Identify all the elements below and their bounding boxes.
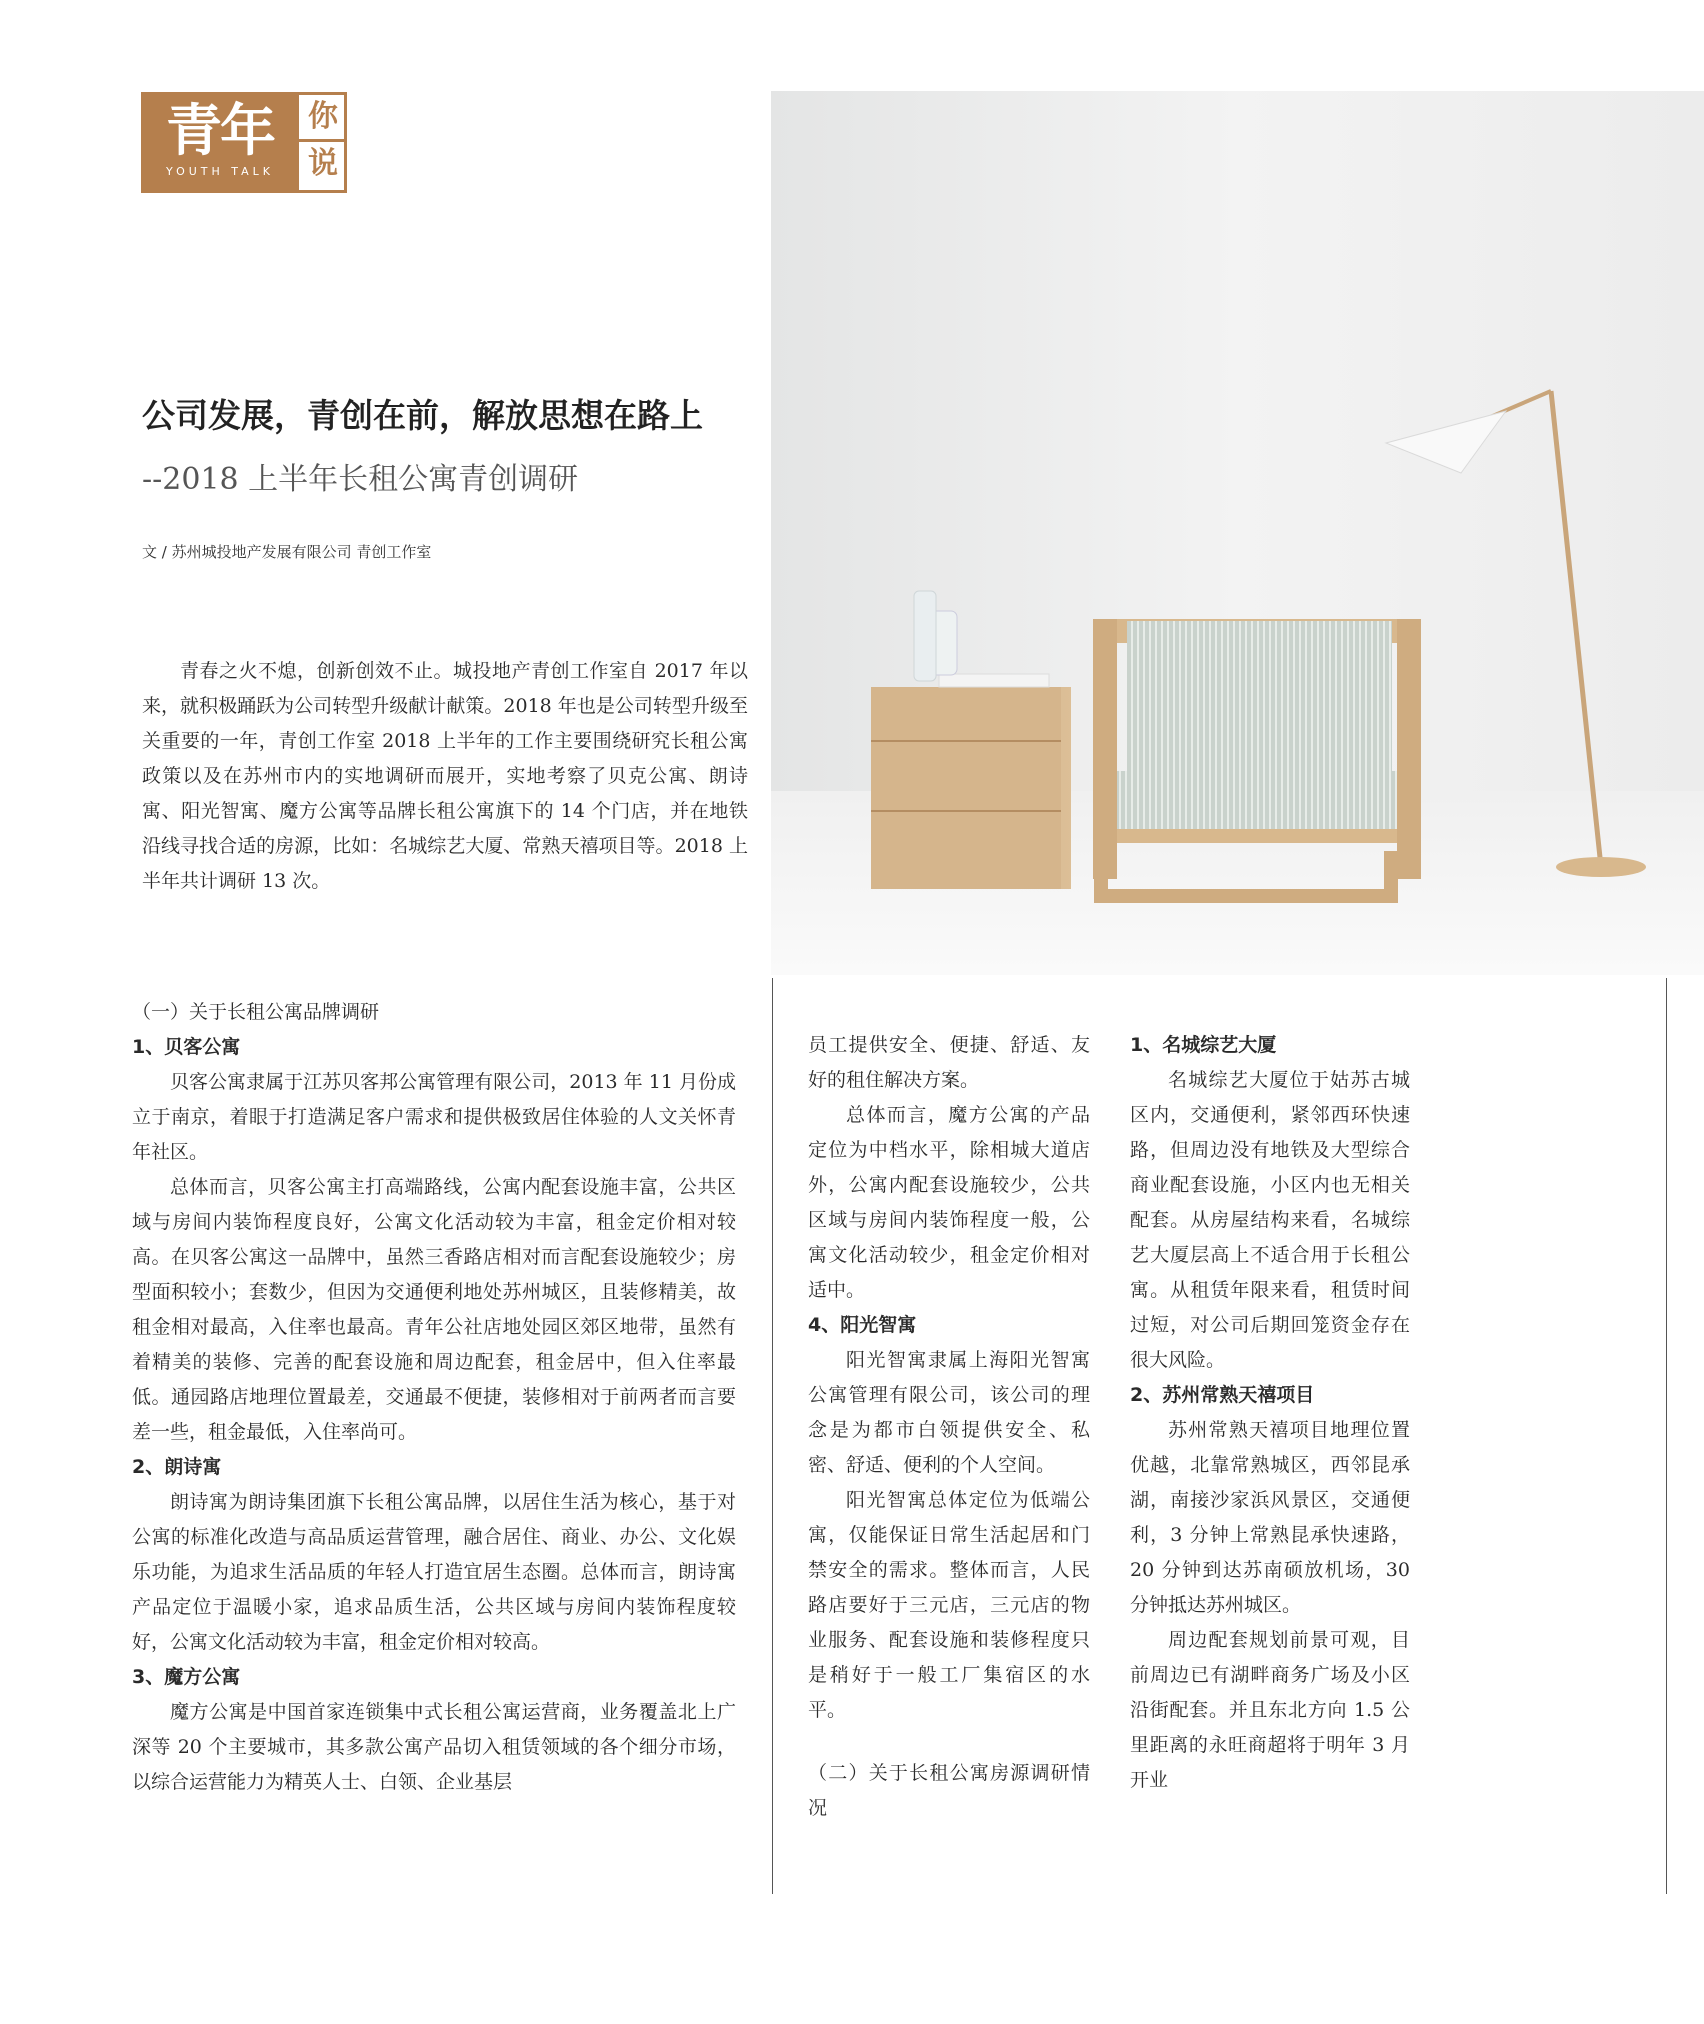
column-2 <box>808 1028 1090 1826</box>
logo-main-block <box>144 95 296 190</box>
article-title: 公司发展，青创在前，解放思想在路上 <box>142 396 703 435</box>
right-edge-rule <box>1666 978 1667 1894</box>
paragraph: 阳光智寓总体定位为低端公寓，仅能保证日常生活起居和门禁安全的需求。整体而言，人民路店要好于三元店，三元店的物业服务、配套设施和装修程度只是稍好于一般工厂集宿区的水平。 <box>808 1489 1090 1721</box>
paragraph: 苏州常熟天禧项目地理位置优越，北靠常熟城区，西邻昆承湖，南接沙家浜风景区，交通便利，3 分钟上常熟昆承快速路，20 分钟到达苏南硕放机场，30 分钟抵达苏州城区。 <box>1130 1419 1410 1616</box>
heading-langshi: 2、朗诗寓 <box>132 1456 222 1478</box>
intro-paragraph: 青春之火不熄，创新创效不止。城投地产青创工作室自 2017 年以来，就积极踊跃为公司转型升级献计献策。2018 年也是公司转型升级至关重要的一年，青创工作室 2018 上半年的工作主要围绕研究长租公寓政策以及在苏州市内的实地调研而展开，实地考察了贝克公寓、朗诗寓、阳光智寓、魔方公寓等品牌长租公寓旗下的 14 个门店，并在地铁沿线寻找合适的房源，比如：名城综艺大厦、常熟天禧项目等。2018 上半年共计调研 13 次。 <box>142 660 748 892</box>
paragraph: 贝客公寓隶属于江苏贝客邦公寓管理有限公司，2013 年 11 月份成立于南京，着眼于打造满足客户需求和提供极致居住体验的人文关怀青年社区。 <box>132 1071 736 1163</box>
paragraph: 周边配套规划前景可观，目前周边已有湖畔商务广场及小区沿街配套。并且东北方向 1.5 公里距离的永旺商超将于明年 3 月开业 <box>1130 1629 1410 1791</box>
paragraph: 总体而言，魔方公寓的产品定位为中档水平，除相城大道店外，公寓内配套设施较少，公共区域与房间内装饰程度一般，公寓文化活动较少，租金定价相对适中。 <box>808 1104 1090 1301</box>
logo-side-block <box>296 95 347 190</box>
logo-sub-text: YOUTH TALK <box>165 165 275 178</box>
logo-side-top: 你 <box>308 99 338 134</box>
paragraph: 名城综艺大厦位于姑苏古城区内，交通便利，紧邻西环快速路，但周边没有地铁及大型综合商业配套设施，小区内也无相关配套。从房屋结构来看，名城综艺大厦层高上不适合用于长租公寓。从租赁年限来看，租赁时间过短，对公司后期回笼资金存在很大风险。 <box>1130 1069 1410 1371</box>
heading-mingcheng: 1、名城综艺大厦 <box>1130 1034 1277 1056</box>
paragraph: 魔方公寓是中国首家连锁集中式长租公寓运营商，业务覆盖北上广深等 20 个主要城市，其多款公寓产品切入租赁领域的各个细分市场，以综合运营能力为精英人士、白领、企业基层 <box>132 1701 736 1793</box>
heading-yangguang: 4、阳光智寓 <box>808 1314 917 1336</box>
paragraph: 阳光智寓隶属上海阳光智寓公寓管理有限公司，该公司的理念是为都市白领提供安全、私密、舒适、便利的个人空间。 <box>808 1349 1090 1476</box>
column-3 <box>1130 1028 1410 1798</box>
logo-main-text: 青年 <box>166 99 274 164</box>
heading-mofang: 3、魔方公寓 <box>132 1666 241 1688</box>
article-byline: 文 / 苏州城投地产发展有限公司 青创工作室 <box>142 543 432 561</box>
furniture-photo <box>771 91 1704 975</box>
paragraph-continued: 员工提供安全、便捷、舒适、友好的租住解决方案。 <box>808 1034 1090 1091</box>
heading-changshu: 2、苏州常熟天禧项目 <box>1130 1384 1315 1406</box>
section-heading-2: （二）关于长租公寓房源调研情况 <box>808 1762 1090 1819</box>
intro-block <box>142 654 748 899</box>
heading-beike: 1、贝客公寓 <box>132 1036 241 1058</box>
article-subtitle: --2018 上半年长租公寓青创调研 <box>142 462 579 497</box>
paragraph: 总体而言，贝客公寓主打高端路线，公寓内配套设施丰富，公共区域与房间内装饰程度良好，公寓文化活动较为丰富，租金定价相对较高。在贝客公寓这一品牌中，虽然三香路店相对而言配套设施较少；房型面积较小；套数少，但因为交通便利地处苏州城区，且装修精美，故租金相对最高，入住率也最高。青年公社店地处园区郊区地带，虽然有着精美的装修、完善的配套设施和周边配套，租金居中，但入住率最低。通园路店地理位置最差，交通最不便捷，装修相对于前两者而言要差一些，租金最低，入住率尚可。 <box>132 1176 736 1443</box>
paragraph: 朗诗寓为朗诗集团旗下长租公寓品牌，以居住生活为核心，基于对公寓的标准化改造与高品质运营管理，融合居住、商业、办公、文化娱乐功能，为追求生活品质的年轻人打造宜居生态圈。总体而言，朗诗寓产品定位于温暖小家，追求品质生活，公共区域与房间内装饰程度较好，公寓文化活动较为丰富，租金定价相对较高。 <box>132 1491 736 1653</box>
column-divider <box>772 978 773 1894</box>
column-1 <box>132 995 736 1800</box>
logo-side-bottom: 说 <box>299 139 347 186</box>
section-heading-1: （一）关于长租公寓品牌调研 <box>132 1001 380 1023</box>
youth-talk-logo <box>141 92 347 193</box>
